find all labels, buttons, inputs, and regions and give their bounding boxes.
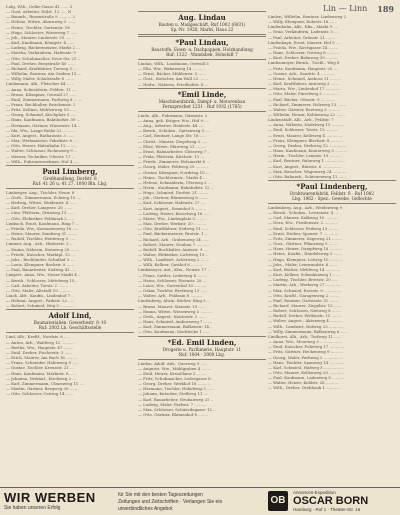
directory-entry: Linden, Wilhelm, Rentner, Lindenweg 2 bbox=[268, 14, 347, 19]
directory-entry: — Gust., Kutscher, Am Wall 22 ....... bbox=[138, 76, 209, 82]
directory-entry: — Frida, Plätterin, Kirchstr. 13 ... bbox=[138, 154, 204, 160]
directory-entry: — Paul, Kaufmann, Ladenweg 8 .......... bbox=[268, 375, 345, 381]
directory-entry: — Werner, Techniker, Uferstr. 17 ... bbox=[6, 153, 76, 159]
directory-entry: — Otto, Gärtner, Blumenhof 8 ........ bbox=[138, 412, 209, 418]
directory-entry: — Anton, Arb., Waldweg 12 .......... bbox=[6, 339, 74, 345]
directory-entry: — Wilh., Fuhrunternehmer, Hof 4 .... bbox=[6, 158, 79, 164]
column-2 bbox=[138, 10, 266, 485]
divider bbox=[138, 36, 266, 37]
directory-entry: — Wilh., Landwirt, Ackerweg 2 ....... bbox=[138, 257, 210, 263]
divider bbox=[6, 309, 134, 310]
directory-entry: — Richard, Maurer, Ziegelstr. 12 ...... bbox=[268, 302, 342, 308]
directory-entry: — Hans, Heizer, Dampfweg 18 .......... bbox=[268, 246, 342, 252]
directory-entry: Lindhorst, Alb., Arb., Torfweg 11 ...... bbox=[268, 333, 342, 339]
divider bbox=[138, 11, 266, 12]
directory-entry: — Christ., Maurer, Ziegelweg 3 ..... bbox=[138, 138, 208, 144]
directory-entry: — Martin, Arb., Werkweg 27 ............ bbox=[268, 282, 341, 288]
directory-entry: — Emil, Kutscher, Fuhrweg 17 ............ bbox=[268, 344, 345, 350]
directory-entry: — Carl, Arbeiter, Torstr. 2 ........ bbox=[6, 282, 69, 288]
directory-entry: — Louis, Klempner, Bachstr. 8 ...... bbox=[6, 262, 75, 268]
directory-entry: — Bernh., Schuhm., Gartenweg 5 ..... bbox=[138, 128, 212, 134]
directory-entry: — Gustav, Klempner, Nordring 10 .... bbox=[138, 169, 211, 175]
directory-entry: — Heinr., Tischler, Gartenstr. 18 bbox=[6, 24, 70, 30]
directory-entry: — Paul, Bäckermeister, Brotstr. 1 .. bbox=[138, 231, 208, 237]
directory-entry: Limpert, Anna, Ww., Neuer Markt 4 .. bbox=[6, 272, 81, 278]
footer-advertisement bbox=[0, 487, 400, 515]
directory-entry: — Georg, Maler, Feldweg 29 .......... bbox=[138, 164, 208, 170]
directory-entry: — Otto, Bahnarb., Schienenweg 11 ...... bbox=[268, 173, 347, 179]
directory-entry: — Emil, Dreher, Fischerstr. 3 ...... bbox=[6, 349, 72, 355]
directory-entry: — Anna, Näherin, Nadelweg 10 .......... bbox=[268, 122, 345, 128]
directory-entry: Lindemann, Alb., Fleischer 44 ...... bbox=[6, 81, 75, 87]
directory-entry: — Paul, Bäcker, Ofenstr. 9 ............ bbox=[268, 96, 336, 102]
directory-entry: Linden, Adolf, Arb., Querweg 9 ..... bbox=[138, 360, 207, 366]
directory-entry: — Ludwig, Maler, Farbstr. 7 .......... bbox=[138, 401, 207, 407]
directory-entry: — Marie, Ww., Lindenplatz 3 ........ bbox=[138, 215, 207, 221]
directory-entry: Limbach, Ernst, Kaufmann, Ring 7 ... bbox=[6, 220, 80, 226]
directory-entry: — Heinz, Schlosser, Eisenstr. 28 ... bbox=[138, 277, 207, 283]
block-title: *Paul Lindau, bbox=[175, 38, 229, 47]
directory-entry: — Otto, Maler, Altstadt 19 ......... bbox=[6, 287, 71, 293]
directory-entry: — Paul, Arbeiter, Grünstr. 21 ....... bbox=[268, 34, 335, 40]
block-subtitle: Baustoffe, Eisen- u. Dachpappen, Holzhandlung bbox=[151, 47, 253, 52]
column-3 bbox=[268, 14, 396, 485]
directory-entry: — Bruno, Klempner, Ostwall 27 ...... bbox=[6, 91, 77, 97]
directory-entry: — Gustav, Arb., Sandstr. 4 ........... bbox=[268, 70, 335, 76]
directory-entry: Lulg, Wtb., Gelbe-Gasse 41 ...... 3 bbox=[6, 4, 73, 9]
directory-entry: — Emma, Witwe, Wiesenweg 5 .......... bbox=[138, 308, 213, 314]
company-address: Hamburg · Ruf 1 · Theater-Str. 16 bbox=[293, 507, 361, 512]
directory-entry: — Karl, Kaufmann, Königstr. 4 ...... bbox=[6, 40, 75, 46]
directory-entry: — Ludwig, Bäckermeister, Markt 2 ... bbox=[6, 45, 80, 51]
directory-entry: — Otto, Kraftfahrer, Südweg 11 ..... bbox=[138, 226, 209, 232]
block-phone: Ruf: 1004 · 2000 Lbg. bbox=[178, 351, 226, 357]
block-phone: Ruf: 1322 · Wandsbek, Hoheluft 7 bbox=[166, 52, 238, 57]
directory-entry: — Franz, Klempner, Blechstr. 8 .......... bbox=[268, 137, 344, 143]
directory-entry: — Bernh., Schlosser, Mittelweg 15 .. bbox=[6, 277, 78, 283]
directory-entry: — Heinr., Schmied, Amboss 11 ......... bbox=[268, 75, 342, 81]
directory-entry: — Gust, Arbeiter, Holst. 12 ..... N bbox=[6, 9, 72, 15]
directory-entry: — Willy, Maler, Schulstraße 6 ....... bbox=[6, 76, 75, 82]
directory-entry: — Dora, Ww., Friedensstr. 2 ........... bbox=[268, 220, 339, 226]
directory-entry: — Frieda, Ww., Kirchgasse 14 ........ bbox=[268, 44, 339, 50]
directory-entry: Lindemeyer, Ant., Kfm., Neustr. 17 .. bbox=[138, 267, 211, 273]
directory-entry: — Max, Schlosser, Schmiedegasse 12 .. bbox=[138, 406, 216, 412]
directory-entry: — Heinr., Tischlermstr., Markt 4 ... bbox=[138, 174, 207, 180]
directory-entry: — Walter, Arb., Feldrain 8 .......... bbox=[138, 293, 203, 299]
directory-entry: — Georg, Maler, Farbweg 2 ................ bbox=[268, 354, 344, 360]
block-phone: Lbg. 1062 · Spez.: Gewebe, Geflechte bbox=[292, 196, 372, 201]
directory-entry: — Emil, Zimmermann, Parkweg 8 ....... bbox=[6, 96, 83, 102]
directory-entry: — Franz, Buchhalter, Brückenstr. 2 bbox=[6, 101, 76, 107]
directory-entry: — Walter, Elektriker, Lichtweg 15 .. bbox=[138, 252, 209, 257]
divider bbox=[138, 336, 266, 337]
directory-entry: — Hans, Kaufmann, Kontorweg 3 .......... bbox=[268, 148, 348, 154]
directory-entry: Limmer, Aug., Arb., Hinterstr. 5 ... bbox=[6, 241, 74, 247]
directory-entry: — Rudolf, Dreher, Wellenstr. 15 ........ bbox=[268, 313, 342, 319]
directory-entry: — Wilh., Landwirt, Hofweg 23 ............ bbox=[268, 323, 344, 329]
directory-entry: — Johann, Kutscher, Stallweg 11 .... bbox=[138, 391, 209, 397]
directory-entry: — Karl, Zimmermann, Ulmenweg 11 .... bbox=[6, 380, 85, 386]
directory-entry: — Max, Werkmeister, Fabrikstr. 6 ... bbox=[6, 138, 77, 144]
divider bbox=[138, 359, 266, 360]
directory-entry: — Heinr., Kaufm., Handelsweg 3 ...... bbox=[268, 251, 342, 257]
directory-entry: — Hermann, Gärtner, Wiesenstr. 14 .. bbox=[6, 122, 81, 128]
directory-entry: — Hedwig, Witwe, Weidenstr. 4 ...... bbox=[6, 200, 77, 206]
directory-entry: Lindenmeyer, Bernh., Tischl., Weg 6 bbox=[268, 60, 340, 66]
block-title: *Emil Linde, bbox=[177, 89, 227, 99]
directory-entry: — Marta, Ww., Lindenhof 17 ............ bbox=[268, 86, 341, 92]
directory-entry: — Emil, Heizer, Kesselhaus 2 ........ bbox=[138, 370, 207, 376]
directory-entry: — Kurt, Angest., Rathausstr. 3 ...... bbox=[6, 132, 75, 138]
directory-entry: — Elise, Witwe, Pfarrweg 21 ......... bbox=[138, 143, 207, 149]
directory-entry: — Hans, Schmied, Ambossweg 7 ....... bbox=[138, 319, 213, 325]
directory-entry: — Hedw., Näherin, Friedhofstr. 8 ... bbox=[138, 81, 209, 87]
directory-entry: — Gust., Gärtner, Pflanzweg 5 ........ bbox=[268, 241, 339, 247]
directory-entry: — Robert, Schmied, Weg 5 ............ bbox=[6, 303, 75, 309]
directory-entry: — Hans, Kaufmann, Marktstr. 8 ..... bbox=[6, 370, 76, 376]
divider bbox=[6, 165, 134, 166]
ad-line: für Sie mit den besten Tageszeitungen bbox=[118, 492, 203, 498]
column-1 bbox=[6, 4, 134, 485]
directory-entry: — Wilhelm, Heizer, Kohlenweg 22 ....... bbox=[268, 111, 345, 117]
directory-entry: — Fritz, Kellner, Mühlenweg 19 ..... bbox=[6, 107, 77, 113]
running-header bbox=[323, 4, 394, 14]
directory-entry: — Georg, Schmied, Kirchplatz 5 ..... bbox=[6, 112, 77, 118]
directory-entry: — Karl, Zimmermann, Balkenstr. 14 .. bbox=[138, 324, 213, 330]
directory-entry: — Otto, Schuhmacher, Neue Str. 21 .. bbox=[6, 55, 81, 61]
company-name: OSCAR BORN bbox=[293, 495, 369, 507]
directory-entry: — Richard, Kraftfahrer, Torweg 3 ... bbox=[6, 65, 77, 71]
directory-entry: Linck, Alfr., Kaufm., Lindenhof 7 .. bbox=[6, 292, 74, 298]
block-subtitle: Baumaterialien, Gewerbestr. 8–10 bbox=[33, 320, 107, 326]
divider bbox=[138, 34, 266, 35]
directory-entry: — Hans, Schlosser, Ostweg 8 .......... bbox=[268, 50, 340, 56]
directory-entry: — Georg, Dreher, Drehweg 12 .............. bbox=[268, 142, 347, 148]
directory-entry: — Martin, Gärtner, Bergweg 30 ...... bbox=[6, 386, 78, 391]
directory-entry: — Franz, Schneider, Hafenweg 9 ..... bbox=[6, 360, 79, 366]
directory-entry: — Willy, Klempner, Rohrstr. 16 ...... bbox=[268, 19, 338, 25]
directory-entry: — Wilhelm, Rentner, Am Graben 15 ... bbox=[6, 71, 82, 77]
directory-entry: — Georg, Dreher, Werkhof 18 .......... bbox=[138, 381, 210, 387]
directory-entry: — Otto, Schlosser, Ostring 14 ...... bbox=[6, 391, 74, 397]
divider bbox=[6, 188, 134, 189]
ad-line: Zeitungen und Zeitschriften · Verlangen Sie ein bbox=[118, 499, 223, 505]
directory-entry: — Anna, Schneiderin, Feldstr. 11 ... bbox=[6, 86, 76, 92]
directory-entry: — Bertha, Ww., Hauptstr. 47 ........ bbox=[6, 344, 74, 350]
directory-entry: — Karl, Schmied, Hufweg 5 ................ bbox=[268, 364, 344, 370]
directory-entry: — Fritz, Kaufmann, Hauptstr. 20 .... bbox=[268, 65, 339, 71]
directory-entry: — Bernh., Schuhm., Leistenstr. 4 .... bbox=[268, 210, 340, 216]
directory-entry: — Erna, Verkäuferin, Ladenstr. 3 ... bbox=[268, 29, 338, 35]
directory-entry: — Karl, Bauarbeiter, Neubauweg 25 .. bbox=[138, 396, 214, 402]
directory-entry: — Heinz, Maurer, Sandweg 31 ........ bbox=[6, 231, 78, 237]
directory-entry: Lindenstädt, Alb., Arb., Feldstr. 7 bbox=[268, 117, 334, 123]
ad-title: WIR WERBEN bbox=[4, 490, 96, 505]
directory-entry: — Otto, Maler, Pinselweg 2 ............ bbox=[268, 91, 338, 97]
block-title: Adolf Lind, bbox=[48, 311, 92, 321]
directory-entry: — Ella, Ww., Birkenweg 14 .......... bbox=[138, 66, 205, 72]
directory-entry: — Kurt, Angest., Rosenhof 5 ......... bbox=[138, 205, 207, 211]
ad-subtitle: Sie haben unseren Erfolg bbox=[4, 505, 61, 511]
directory-entry: — Friedr., Kutscher, Marktpl. 12 ... bbox=[6, 251, 75, 257]
directory-entry: — Kurt, Angest., Bürostr. 6 ............... bbox=[268, 163, 342, 169]
directory-entry: — Johs., Maler, Leinwandstr. 6 ...... bbox=[268, 261, 337, 267]
directory-entry: — Ludwig, Heizer, Kesselweg 16 ..... bbox=[138, 210, 210, 216]
directory-entry: — Hugo, Klempner, Lötweg 10 .......... bbox=[268, 256, 343, 262]
directory-entry: — Otto, Kraftf., Garagenweg 2 ........ bbox=[268, 292, 340, 298]
directory-entry: Limberger, Aug., Tischler, Neuw. 8 bbox=[6, 189, 75, 195]
ad-company bbox=[293, 490, 368, 512]
block-title: *Ed. Emil Linden, bbox=[167, 337, 237, 347]
directory-entry: — Emil, Schlosser, Feilweg 13 ........ bbox=[268, 225, 339, 231]
directory-entry: — Walter, Schlosser, Eichenweg 9 ... bbox=[6, 148, 78, 154]
directory-entry: — Frieda, Ww., Kastanienweg 18 ..... bbox=[6, 225, 79, 231]
company-logo-icon: OB bbox=[268, 491, 288, 511]
ad-line: unverbindliches Angebot bbox=[118, 506, 173, 512]
directory-entry: — Hermann, Tischler, Hobelweg 3 ..... bbox=[138, 386, 214, 392]
block-phone: Sp.-Nr. 1928, Markt, Haus 22 bbox=[170, 27, 234, 32]
block-subtitle: Drahtwarenfabrik, Feldstr. 8 · Ruf 1082 bbox=[289, 191, 374, 196]
directory-entry: — Herm., Kaufmann, Bahnhofstr. 12 .. bbox=[138, 184, 214, 190]
block-subtitle: Bauten u. Maßgeschäft, Ruf 1002 (6031) bbox=[158, 22, 246, 27]
directory-entry: — Paul, Rentner, Gartenstr. 31 ........ bbox=[268, 297, 340, 303]
directory-entry: — Aug., Arbeiter, Heidestr. 44 ..... bbox=[138, 123, 205, 129]
divider bbox=[6, 332, 134, 333]
directory-entry: — Johanna, Verkäuf., Kirchweg 2 ... bbox=[6, 375, 76, 381]
block-phone: Ruf: 41 26 u. 41 27, 1000 Bln. Lbg. bbox=[32, 180, 108, 186]
directory-entry: Lindau, Wilh., Landmann, Ostwall 3 bbox=[138, 61, 209, 66]
divider bbox=[138, 111, 266, 112]
directory-entry: — Gerh., Angest., Kontorstr. 2 ..... bbox=[138, 313, 205, 319]
block-title: Aug. Lindau bbox=[178, 13, 226, 22]
directory-entry: — Willy, Zimmermann, Balkenweg 6 ...... bbox=[268, 328, 349, 334]
running-head: Lin — Linn bbox=[323, 4, 368, 13]
directory-entry: — Rudolf, Buchhalter, Amtsstr. 9 ... bbox=[138, 246, 208, 252]
directory-entry: Lindenhahn, Alfr., Kfm., Markt 9 .... bbox=[268, 24, 339, 30]
block-title: *Paul Lindenberg, bbox=[296, 182, 368, 191]
directory-entry: — Walter, Gärtner, Beetweg 5 .......... bbox=[268, 106, 341, 112]
directory-entry: — Ernst, Bäcker, Mühlenstr. 5 ...... bbox=[138, 71, 206, 77]
block-subtitle: Maschinenfabrik, Dampf- u. Motorenbau bbox=[158, 98, 246, 104]
directory-entry: — Bauarb., Rosenstraße 9 .......... 2 bbox=[6, 14, 75, 20]
directory-entry: — Hugo, Schmied, Dorfstr. 31 ........ bbox=[138, 190, 209, 196]
directory-entry: — Fritz, Schuhmacher, Ledergasse 6 . bbox=[138, 375, 214, 381]
block-subtitle: Drogerie u. Parfümerie, Hauptstr. 11 bbox=[162, 346, 242, 352]
block-phone: Ruf: 2002 Lb. Geschäftsstelle bbox=[38, 325, 102, 331]
company-tag: Annoncen-Expedition bbox=[293, 490, 336, 495]
directory-entry: — Joh., Gärtner, Blumenweg 8 ....... bbox=[138, 195, 208, 201]
directory-entry: — Otto, Elektriker, Feldmark 2 ..... bbox=[6, 215, 75, 221]
directory-entry: — Paul, Dreher, Bergstraße 40 ...... bbox=[6, 60, 76, 66]
directory-entry: — Joh., Maurer, Lindenstr. 33 ...... bbox=[6, 34, 73, 40]
directory-entry: — Max, Kutscher, Wagenweg 24 ............ bbox=[268, 168, 348, 174]
directory-entry: — Richard, Arb., Grabenweg 24 ...... bbox=[138, 236, 210, 242]
directory-entry: — Wilh., Dreher, Drehbank 1 ............ bbox=[268, 385, 342, 391]
directory-entry: — Erich, Maurer, Am Bach 16 ......... bbox=[6, 355, 78, 361]
directory-entry: — Hugo, Schlosser, Wieseweg 7 ...... bbox=[6, 29, 78, 35]
directory-entry: — Oskar, Tischler, Brettweg 13 ..... bbox=[138, 288, 207, 294]
directory-entry: — Kurt, Kellner, Schenkenweg 1 ...... bbox=[268, 272, 341, 278]
directory-entry: — Ida, Ww., Lange Reihe 22 .......... bbox=[6, 127, 76, 133]
directory-entry: — Walter, Angest., Aktenweg 4 .......... bbox=[268, 318, 343, 324]
directory-entry: — Robert, Maurer, Neubau 7 .......... bbox=[138, 241, 209, 247]
directory-entry: — Helene, Schneiderin, Uferweg 2 ... bbox=[138, 179, 212, 185]
directory-entry: — Max, Schmied, Essestr. 9 .............. bbox=[268, 287, 342, 293]
divider bbox=[268, 180, 396, 181]
divider bbox=[138, 88, 266, 89]
directory-entry: — Helene, Witwe, Ahornweg 5 ...... bbox=[6, 19, 76, 25]
directory-entry: Lindenhayn, Ernst, Maurer, Hof 5 .... bbox=[268, 39, 341, 45]
directory-entry: — Hans, Kaufmann, Bahnhofstr. 30 ... bbox=[6, 117, 81, 123]
directory-entry: — Walter, Heizer, Kohlstr. 26 .......... bbox=[268, 380, 339, 386]
directory-entry: — Friedr., Zimmerer, Holzmarkt 6 ... bbox=[138, 159, 211, 165]
directory-entry: — Helmut, Angest., Parkstr. 22 ..... bbox=[6, 298, 75, 304]
directory-entry: — Karl, Schlosser, Hafenstr. 27 .... bbox=[138, 200, 206, 206]
directory-entry: — Franz, Sattler, Lederweg 4 ........ bbox=[138, 272, 208, 278]
directory-entry: — Johs., Buchbinder, Schulhof 3 .... bbox=[6, 256, 76, 262]
directory-entry: — Lina, Plätterin, Grünweg 13 ...... bbox=[6, 210, 75, 216]
directory-entry: — Martha, Verkäuferin, Hafenstr. 9 bbox=[6, 50, 76, 56]
directory-entry: — Richard, Zimmerer, Holzweg 13 ....... bbox=[268, 101, 347, 107]
directory-entry: — Herm., Tischler, Leimstr. 19 .......... bbox=[268, 153, 342, 159]
directory-entry: Linde, Alb., Fuhrmann, Gänsestr. 2 bbox=[138, 112, 208, 118]
directory-entry: — Fritz, Gärtner, Heckenweg 9 .......... bbox=[268, 349, 344, 355]
directory-entry: — Ernst, Dreher, Spanstr. 7 ............ bbox=[268, 230, 339, 236]
directory-entry: Lind, Alb., Kraftf., Nordstr. 6 .... bbox=[6, 334, 69, 340]
directory-entry: — Otto, Heizer, Hafenbahn 12 ........ bbox=[6, 143, 77, 149]
directory-entry: — Ludwig, Tischler, Brettstr. 20 .... bbox=[268, 277, 337, 283]
directory-entry: Lindenberg, Aug., Arb., Weidenweg 9 bbox=[268, 205, 342, 210]
directory-entry: — Paul, Bauarbeiter, Südring 41 .... bbox=[6, 267, 76, 273]
directory-entry: — Carl, Rentner, Lange Str. 18 ..... bbox=[138, 133, 206, 139]
directory-entry: Lindenberg, Alwin, Bäcker, Ring 3 ... bbox=[138, 298, 211, 304]
directory-entry: — Anna, geb. Krüger, Ww., Hof 9 .... bbox=[138, 117, 210, 123]
directory-entry: — Otto, Maurer, Kellenweg 20 ............ bbox=[268, 370, 344, 375]
directory-entry: — Ernst, Maurer, Kelleweg 4 ............. bbox=[268, 132, 343, 138]
ad-middle-text bbox=[118, 492, 268, 513]
directory-entry: — Auguste, Ww., Mühlgraben 4 ........ bbox=[138, 365, 212, 371]
directory-entry: — Otto, Kaufmann, Marktecke 1 ...... bbox=[138, 329, 211, 335]
directory-entry: — Anna, Ww., Moorweg 3 .................. bbox=[268, 339, 343, 345]
directory-entry: — Emil, Schlosser, Torstr. 15 .......... bbox=[268, 127, 339, 133]
directory-entry: — Kurt, Dreher, Bahnweg 30 .......... bbox=[268, 55, 339, 61]
block-title: Paul Limberg, bbox=[42, 166, 98, 176]
divider bbox=[268, 203, 396, 204]
divider bbox=[138, 59, 266, 60]
directory-entry: — Gustav, Tischler, Kreuzstr. 21 ... bbox=[6, 365, 74, 371]
directory-entry: — Bruno, Maurer, Steinstr. 19 ...... bbox=[138, 303, 206, 309]
page-number: 189 bbox=[377, 4, 394, 14]
directory-entry: — Max, Dreher, Werkstr. 20 .......... bbox=[138, 221, 207, 227]
directory-entry: — Luise, Ww., Gartenhof 10 .......... bbox=[138, 282, 207, 288]
directory-entry: — Karl, Rentner, Ruheweg 1 ................ bbox=[268, 158, 346, 164]
directory-entry: — Karl, Dreher, Langestr. 26 ....... bbox=[6, 205, 73, 211]
directory-entry: — Rudolf, Tischler, Heideweg 9 ..... bbox=[6, 236, 76, 242]
directory-entry: — Willi, Kellner, Gasthof 6 .......... bbox=[138, 262, 204, 268]
block-phone: Fernsprecher 1231 · Ruf 1932 (1785) bbox=[162, 103, 242, 109]
directory-entry: — Carl, Maurer, Kalkweg 16 ........... bbox=[268, 215, 339, 221]
directory-entry: — Ernst, Bahnarbeiter, Gleisweg 7 .. bbox=[138, 148, 210, 154]
directory-entry: — Hans, Tischler, Spanweg 14 ............ bbox=[268, 359, 345, 365]
directory-entry: — Karl, Kraftfahrer, Autoweg 3 ....... bbox=[268, 81, 340, 87]
block-subtitle: Großhandlung, Dorfstr. 8 bbox=[43, 175, 97, 181]
directory-entry: — Karl, Bäcker, Mehlweg 14 ............ bbox=[268, 266, 341, 272]
directory-entry: — Robert, Schlosser, Nietweg 8 ........ bbox=[268, 308, 342, 314]
directory-entry: — Emma, Näherin, Steinweg 20 ....... bbox=[6, 246, 80, 252]
directory-entry: — Fritz, Zimmerer, Sägeweg 21 ........ bbox=[268, 235, 342, 241]
directory-entry: — Gerh., Zimmermann, Eckweg 10 .... bbox=[6, 195, 82, 200]
